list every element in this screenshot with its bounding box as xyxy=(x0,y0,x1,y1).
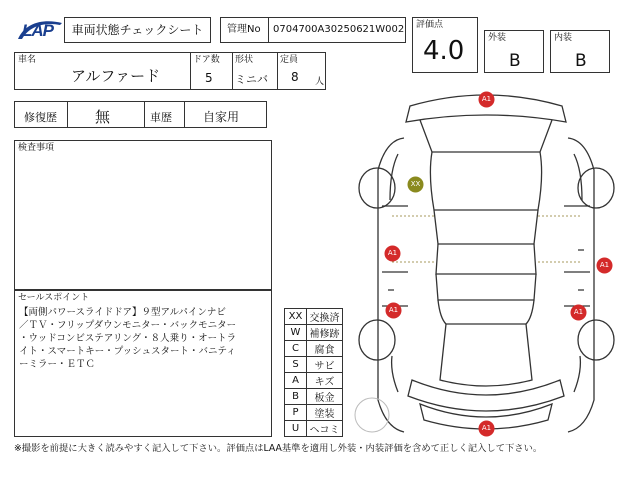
legend-desc: ヘコミ xyxy=(307,421,343,437)
damage-marker-label: A1 xyxy=(388,306,399,314)
sales-points-label: セールスポイント xyxy=(18,293,90,303)
legend-row xyxy=(285,389,343,405)
car-name-value: アルファード xyxy=(71,67,161,85)
car-name-label: 車名 xyxy=(18,55,37,65)
shape-label: 形状 xyxy=(235,55,254,65)
damage-marker xyxy=(478,420,495,441)
legend-code: C xyxy=(285,341,307,357)
footer-note: ※撮影を前提に大きく読みやすく記入して下さい。評価点はLAA基準を適用し外装・内装評価を含めて正しく記入して下さい。 xyxy=(14,443,543,454)
repair-label: 修復歴 xyxy=(24,111,57,124)
damage-marker xyxy=(596,257,613,278)
sales-points-box xyxy=(14,290,272,437)
damage-marker-label: XX xyxy=(410,180,421,188)
legend-desc: サビ xyxy=(307,357,343,373)
damage-marker-label: A1 xyxy=(481,95,492,103)
legend-code: A xyxy=(285,373,307,389)
score-value: 4.0 xyxy=(423,36,465,66)
usage-value: 自家用 xyxy=(203,110,240,124)
logo-text: LAP xyxy=(22,21,53,40)
score-box xyxy=(412,17,478,73)
damage-marker xyxy=(478,91,495,112)
sales-points-line: イト・スマートキー・プッシュスタート・バニティ xyxy=(19,346,236,357)
management-no-value: 0704700A30250621W002 xyxy=(273,24,405,35)
damage-marker-label: A1 xyxy=(573,308,584,316)
logo xyxy=(16,17,64,43)
shape-value: ミニバ xyxy=(235,73,268,86)
legend-code: XX xyxy=(285,309,307,325)
exterior-label: 外装 xyxy=(488,33,507,43)
interior-value: B xyxy=(575,51,587,71)
management-no-box xyxy=(220,17,406,43)
repair-value: 無 xyxy=(95,108,111,126)
capacity-label: 定員 xyxy=(280,55,299,65)
legend-desc: キズ xyxy=(307,373,343,389)
legend-code: B xyxy=(285,389,307,405)
legend-row xyxy=(285,341,343,357)
legend-desc: 補修跡 xyxy=(307,325,343,341)
legend-code: W xyxy=(285,325,307,341)
score-label: 評価点 xyxy=(416,20,444,30)
legend-desc: 塗装 xyxy=(307,405,343,421)
inspection-box xyxy=(14,140,272,290)
legend-row xyxy=(285,405,343,421)
interior-box xyxy=(550,30,610,73)
legend-row xyxy=(285,325,343,341)
doors-label: ドア数 xyxy=(193,55,220,65)
sales-points-line: ーミラー・ＥＴＣ xyxy=(19,359,96,370)
doors-value: 5 xyxy=(205,71,213,85)
damage-marker xyxy=(570,304,587,325)
legend-row xyxy=(285,373,343,389)
damage-marker-label: A1 xyxy=(599,261,610,269)
legend-row xyxy=(285,421,343,437)
damage-legend xyxy=(284,308,343,437)
legend-code: S xyxy=(285,357,307,373)
vehicle-info-box xyxy=(14,52,326,90)
damage-marker xyxy=(385,302,402,323)
legend-row xyxy=(285,357,343,373)
capacity-unit: 人 xyxy=(315,77,325,87)
exterior-value: B xyxy=(509,51,521,71)
legend-desc: 腐食 xyxy=(307,341,343,357)
legend-code: U xyxy=(285,421,307,437)
legend-desc: 交換済 xyxy=(307,309,343,325)
legend-code: P xyxy=(285,405,307,421)
legend-row xyxy=(285,309,343,325)
damage-marker-label: A1 xyxy=(481,424,492,432)
damage-marker xyxy=(384,245,401,266)
sales-points-line: ・ウッドコンビステアリング・８人乗り・オートラ xyxy=(19,333,237,344)
management-no-label: 管理No xyxy=(227,24,261,35)
legend-desc: 板金 xyxy=(307,389,343,405)
sheet-title: 車両状態チェックシート xyxy=(71,23,204,37)
sheet-title-box xyxy=(64,17,211,43)
usage-label: 車歴 xyxy=(150,111,172,124)
damage-marker-label: A1 xyxy=(387,249,398,257)
sales-points-text xyxy=(19,306,271,371)
inspection-label: 検査事項 xyxy=(18,143,55,153)
history-box xyxy=(14,101,267,128)
damage-marker xyxy=(407,176,424,197)
capacity-value: 8 xyxy=(291,70,299,84)
exterior-box xyxy=(484,30,544,73)
sales-points-line: ／ＴＶ・フリップダウンモニター・バックモニター xyxy=(19,320,237,331)
sales-points-line: 【両側パワースライドドア】９型アルパインナビ xyxy=(19,307,226,318)
interior-label: 内装 xyxy=(554,33,573,43)
